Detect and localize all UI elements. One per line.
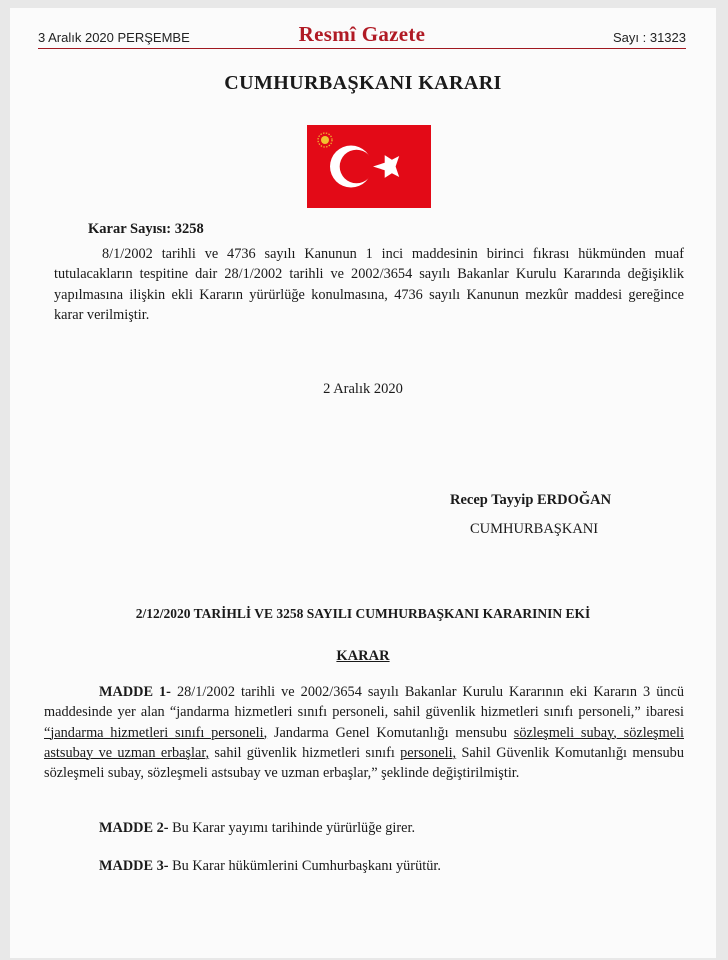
gazette-page — [10, 8, 716, 958]
page-title: CUMHURBAŞKANI KARARI — [224, 72, 502, 94]
flag-crescent-inner — [340, 150, 374, 184]
article-1-text-1: 28/1/2002 tarihli ve 2002/3654 sayılı Bakanlar Kurulu Kararının eki Kararın 3 üncü maddesinde yer alan “jandarma hizmetleri sınıfı personeli, sahil güvenlik hizmetleri sınıfı personeli,” ibaresi — [44, 684, 684, 721]
article-1-text-4: Sahil Güvenlik Komutanlığı mensubu sözleşmeli subay, sözleşmeli astsubay ve uzman erbaşlar,” şeklinde değiştirilmiştir. — [44, 744, 684, 782]
turkish-flag — [307, 125, 431, 208]
article-3-label: MADDE 3- — [99, 858, 169, 874]
article-1 — [44, 682, 684, 783]
article-1-underlined-1: “jandarma hizmetleri sınıfı personeli, — [44, 724, 268, 741]
article-1-label: MADDE 1- — [99, 684, 171, 700]
gazette-title: Resmî Gazete — [298, 22, 426, 46]
karar-heading: KARAR — [336, 648, 390, 664]
article-1-underlined-3: personeli, — [400, 744, 457, 761]
article-2 — [99, 818, 415, 838]
signer-title: CUMHURBAŞKANI — [470, 521, 599, 537]
issue-number: Sayı : 31323 — [613, 30, 686, 45]
decision-number: Karar Sayısı: 3258 — [88, 221, 204, 237]
article-1-underlined-2: sözleşmeli subay, sözleşmeli astsubay ve uzman erbaşlar, — [44, 724, 684, 761]
article-2-text: Bu Karar yayımı tarihinde yürürlüğe girer. — [168, 820, 416, 836]
issue-date: 3 Aralık 2020 PERŞEMBE — [38, 30, 190, 45]
article-2-label: MADDE 2- — [99, 820, 169, 836]
masthead — [38, 24, 686, 49]
decision-paragraph: 8/1/2002 tarihli ve 4736 sayılı Kanunun 1 inci maddesinin birinci fıkrası hükmünden muaf tutulacakların tespitine dair 28/1/2002 tarihli ve 2002/3654 sayılı Bakanlar Kurulu Kararında değişiklik yapılmasına ilişkin ekli Kararın yürürlüğe konulmasına, 4736 sayılı Kanunun mezkûr maddesi gereğince karar verilmiştir. — [54, 246, 684, 323]
signer-name — [450, 492, 611, 509]
article-1-text-2: Jandarma Genel Komutanlığı mensubu — [267, 724, 514, 741]
signer-surname: ERDOĞAN — [537, 492, 612, 508]
article-1-text-3: sahil güvenlik hizmetleri sınıfı — [209, 744, 401, 761]
signer-given-name: Recep Tayyip — [450, 492, 534, 508]
decision-date: 2 Aralık 2020 — [323, 381, 403, 397]
article-3 — [99, 856, 441, 876]
article-3-text: Bu Karar hükümlerini Cumhurbaşkanı yürütür. — [168, 858, 441, 874]
annex-title: 2/12/2020 TARİHLİ VE 3258 SAYILI CUMHURBAŞKANI KARARININ EKİ — [135, 606, 591, 621]
